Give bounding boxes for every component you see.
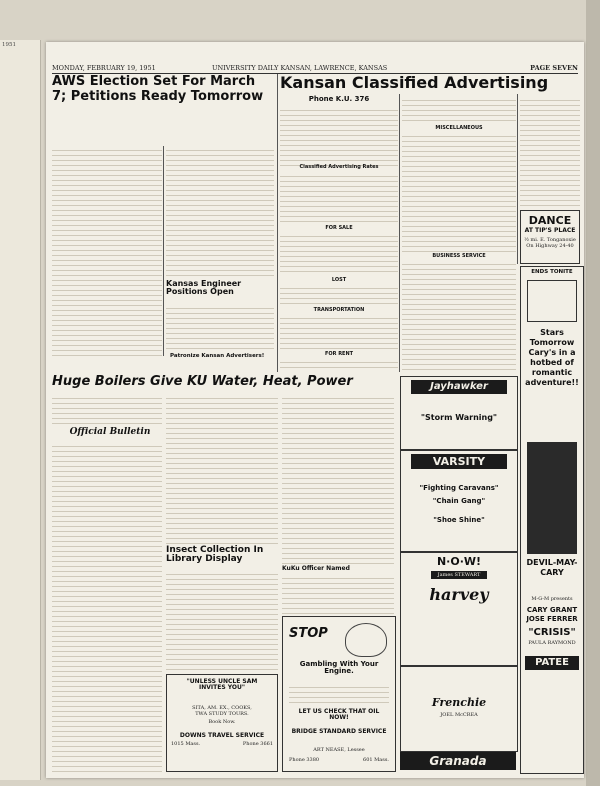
dance-place: AT TIP'S PLACE [524, 227, 576, 234]
classified-phone: Phone K.U. 376 [308, 95, 370, 103]
official-bulletin: Official Bulletin [69, 427, 151, 437]
dance-title: DANCE [528, 214, 572, 227]
masthead-paper: UNIVERSITY DAILY KANSAN, LAWRENCE, KANSAS [212, 64, 388, 72]
ends-tonite-illustration [527, 280, 577, 322]
boilers-text-3 [282, 394, 394, 564]
stop-text: STOP [289, 626, 328, 641]
check-oil-text: LET US CHECK THAT OIL NOW! [298, 708, 380, 721]
insect-headline: Insect Collection In Library Display [166, 545, 264, 564]
attendant-illustration [345, 623, 387, 657]
patronize-line: Patronize Kansan Advertisers! [170, 353, 265, 359]
transportation-text [280, 314, 398, 350]
now-heading: N·O·W! [436, 555, 482, 568]
ends-tonite: ENDS TONITE [531, 269, 573, 275]
cary-grant-illustration [527, 394, 577, 554]
engineer-headline: Kansas Engineer Positions Open [166, 279, 242, 296]
boilers-text-1 [52, 394, 162, 424]
rates-title: Classified Advertising Rates [299, 164, 379, 170]
jayhawker-ad [400, 376, 518, 450]
aws-column-2 [166, 146, 274, 276]
varsity-ad: VARSITY "Fighting Caravans" "Chain Gang" "Shoe Shine" [400, 450, 518, 552]
lost-text [280, 284, 398, 306]
kuku-headline: KuKu Officer Named [282, 565, 350, 572]
classified-title: Kansan Classified Advertising [280, 73, 549, 92]
section-for-rent: FOR RENT [324, 351, 354, 357]
bridge-name: BRIDGE STANDARD SERVICE [291, 728, 387, 735]
masthead-date: MONDAY, FEBRUARY 19, 1951 [52, 64, 156, 72]
business-service-text [402, 260, 516, 370]
classified-col2-top [402, 96, 516, 122]
patee-logo: PATEE [525, 656, 579, 670]
classified-col3 [520, 96, 580, 206]
granada-soon-ad: Frenchie JOEL McCREA [400, 666, 518, 752]
crisis-stars: CARY GRANT JOSE FERRER [526, 605, 578, 623]
granada-now-ad [400, 552, 518, 666]
section-transportation: TRANSPORTATION [313, 307, 365, 313]
section-for-sale: FOR SALE [325, 225, 353, 231]
varsity-logo: VARSITY [411, 454, 507, 469]
misc-text [402, 132, 516, 252]
jayhawker-logo: Jayhawker [411, 380, 507, 394]
newspaper-page [46, 42, 584, 778]
boilers-headline: Huge Boilers Give KU Water, Heat, Power [52, 374, 353, 389]
section-lost: LOST [331, 277, 347, 283]
classified-intro [280, 106, 398, 166]
aws-headline: AWS Election Set For March 7; Petitions Ready Tomorrow [52, 74, 264, 104]
bulletin-text [52, 442, 162, 772]
crisis-ad: ENDS TONITE Stars Tomorrow Cary's in a hotbed of romantic adventure!! DEVIL-MAY-CARY M-G-M presents CARY GRANT JOSE FERRER "CRISIS" PAULA RAYMOND PATEE [520, 266, 584, 774]
downs-travel-ad: "UNLESS UNCLE SAM INVITES YOU" SITA, AM. EX., COOKS, TWA STUDY TOURS. Book Now. DOWNS TRAVEL SERVICE 1015 Mass. Phone 3661 [166, 674, 278, 772]
now-film: harvey [429, 585, 489, 604]
stars-tomorrow: Stars Tomorrow Cary's in a hotbed of romantic adventure!! [525, 327, 579, 387]
gambling-text: Gambling With Your Engine. [299, 660, 379, 675]
now-star: James STEWART [431, 571, 487, 579]
for-sale-text [280, 232, 398, 276]
kuku-text [282, 574, 394, 614]
adjacent-page-edge: 1951 [0, 40, 41, 780]
soon-film: Frenchie [431, 696, 487, 709]
section-miscellaneous: MISCELLANEOUS [435, 125, 483, 131]
granada-logo: Granada [400, 752, 516, 770]
aws-column-1 [52, 146, 162, 356]
dance-location: ½ mi. E. Tonganoxie On Highway 24-40 [524, 237, 576, 249]
dance-ad [520, 210, 580, 264]
crisis-title: "CRISIS" [528, 626, 576, 638]
masthead-page: PAGE SEVEN [530, 64, 578, 72]
engineer-text [166, 304, 274, 352]
aws-lead-text [52, 106, 274, 146]
insect-text [166, 570, 278, 670]
devil-may-cary: DEVIL-MAY-CARY [526, 557, 578, 577]
page-shadow [586, 0, 600, 786]
bridge-standard-ad: STOP Gambling With Your Engine. LET US CHECK THAT OIL NOW! BRIDGE STANDARD SERVICE ART NEASE, Lessee Phone 3380 601 Mass. [282, 616, 396, 772]
section-business-service: BUSINESS SERVICE [432, 253, 486, 259]
boilers-text-2 [166, 394, 278, 544]
for-rent-text [280, 358, 398, 372]
jayhawker-film: "Storm Warning" [420, 413, 498, 422]
rates-table [280, 172, 398, 224]
